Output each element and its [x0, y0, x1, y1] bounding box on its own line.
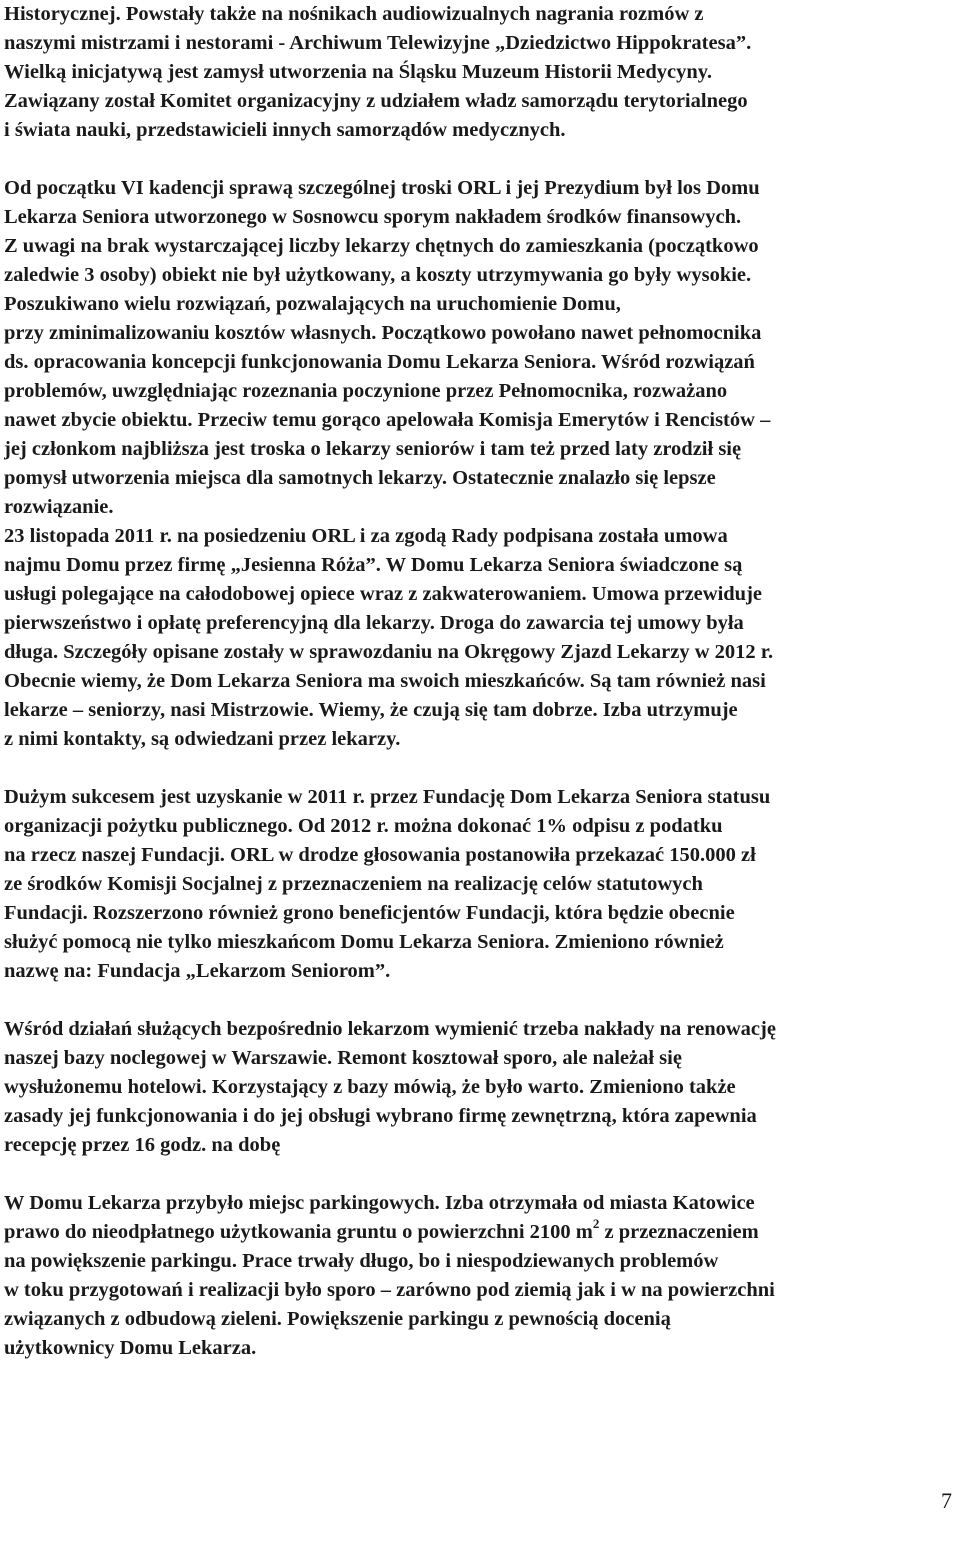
paragraph-gap — [4, 145, 956, 174]
text-line: Wśród działań służących bezpośrednio lekarzom wymienić trzeba nakłady na renowację — [4, 1018, 776, 1040]
text-line: i świata nauki, przedstawicieli innych samorządów medycznych. — [4, 119, 566, 141]
text-line: na powiększenie parkingu. Prace trwały długo, bo i niespodziewanych problemów — [4, 1250, 719, 1272]
text-line: usługi polegające na całodobowej opiece wraz z zakwaterowaniem. Umowa przewiduje — [4, 583, 763, 605]
text-line: służyć pomocą nie tylko mieszkańcom Domu Lekarza Seniora. Zmieniono również — [4, 931, 724, 953]
text-line: na rzecz naszej Fundacji. ORL w drodze głosowania postanowiła przekazać 150.000 zł — [4, 844, 756, 866]
text-line: naszej bazy noclegowej w Warszawie. Remont kosztował sporo, ale należał się — [4, 1047, 682, 1069]
superscript: 2 — [592, 1218, 600, 1232]
text-line: związanych z odbudową zieleni. Powiększenie parkingu z pewnością docenią — [4, 1308, 671, 1330]
text-line: Od początku VI kadencji sprawą szczególnej troski ORL i jej Prezydium był los Domu — [4, 177, 760, 199]
text-line: długa. Szczegóły opisane zostały w sprawozdaniu na Okręgowy Zjazd Lekarzy w 2012 r. — [4, 641, 774, 663]
paragraph-1 — [4, 0, 956, 145]
text-line: lekarze – seniorzy, nasi Mistrzowie. Wiemy, że czują się tam dobrze. Izba utrzymuje — [4, 699, 738, 721]
paragraph-gap — [4, 754, 956, 783]
text-line: ze środków Komisji Socjalnej z przeznaczeniem na realizację celów statutowych — [4, 873, 703, 895]
text-line: wysłużonemu hotelowi. Korzystający z bazy mówią, że było warto. Zmieniono także — [4, 1076, 736, 1098]
text-line: zaledwie 3 osoby) obiekt nie był użytkowany, a koszty utrzymywania go były wysokie. — [4, 264, 752, 286]
paragraph-gap — [4, 1160, 956, 1189]
text-line-with-superscript — [4, 1218, 956, 1247]
text-line: Dużym sukcesem jest uzyskanie w 2011 r. przez Fundację Dom Lekarza Seniora statusu — [4, 786, 771, 808]
text-line: naszymi mistrzami i nestorami - Archiwum Telewizyjne „Dziedzictwo Hippokratesa”. — [4, 32, 752, 54]
paragraph-3 — [4, 783, 956, 986]
text-line: pierwszeństwo i opłatę preferencyjną dla lekarzy. Droga do zawarcia tej umowy była — [4, 612, 744, 634]
text-fragment: prawo do nieodpłatnego użytkowania gruntu o powierzchni 2100 m — [4, 1221, 593, 1243]
text-line: Zawiązany został Komitet organizacyjny z udziałem władz samorządu terytorialnego — [4, 90, 748, 112]
text-line: Z uwagi na brak wystarczającej liczby lekarzy chętnych do zamieszkania (początkowo — [4, 235, 759, 257]
text-line: pomysł utworzenia miejsca dla samotnych lekarzy. Ostatecznie znalazło się lepsze — [4, 467, 716, 489]
text-line: Poszukiwano wielu rozwiązań, pozwalających na uruchomienie Domu, — [4, 293, 621, 315]
text-line: W Domu Lekarza przybyło miejsc parkingowych. Izba otrzymała od miasta Katowice — [4, 1192, 755, 1214]
text-line: zasady jej funkcjonowania i do jej obsługi wybrano firmę zewnętrzną, która zapewnia — [4, 1105, 757, 1127]
text-line: nazwę na: Fundacja „Lekarzom Seniorom”. — [4, 960, 391, 982]
text-line: Wielką inicjatywą jest zamysł utworzenia na Śląsku Muzeum Historii Medycyny. — [4, 61, 712, 83]
text-line: z nimi kontakty, są odwiedzani przez lekarzy. — [4, 728, 401, 750]
text-line: problemów, uwzględniając rozeznania poczynione przez Pełnomocnika, rozważano — [4, 380, 728, 402]
text-line: Historycznej. Powstały także na nośnikach audiowizualnych nagrania rozmów z — [4, 3, 704, 25]
text-fragment: z przeznaczeniem — [599, 1221, 759, 1243]
text-line: ds. opracowania koncepcji funkcjonowania Domu Lekarza Seniora. Wśród rozwiązań — [4, 351, 755, 373]
text-line: użytkownicy Domu Lekarza. — [4, 1337, 257, 1359]
text-line: nawet zbycie obiektu. Przeciw temu gorąco apelowała Komisja Emerytów i Rencistów – — [4, 409, 771, 431]
paragraph-gap — [4, 986, 956, 1015]
text-line: Fundacji. Rozszerzono również grono beneficjentów Fundacji, która będzie obecnie — [4, 902, 735, 924]
paragraph-5 — [4, 1189, 956, 1363]
text-line: jej członkom najbliższa jest troska o lekarzy seniorów i tam też przed laty zrodził się — [4, 438, 742, 460]
text-line: Obecnie wiemy, że Dom Lekarza Seniora ma swoich mieszkańców. Są tam również nasi — [4, 670, 766, 692]
paragraph-2 — [4, 174, 956, 754]
text-line: rozwiązanie. — [4, 496, 114, 518]
text-line: organizacji pożytku publicznego. Od 2012 r. można dokonać 1% odpisu z podatku — [4, 815, 723, 837]
text-line: 23 listopada 2011 r. na posiedzeniu ORL i za zgodą Rady podpisana została umowa — [4, 525, 728, 547]
paragraph-4 — [4, 1015, 956, 1160]
page-number: 7 — [941, 1488, 952, 1513]
text-line: przy zminimalizowaniu kosztów własnych. Początkowo powołano nawet pełnomocnika — [4, 322, 762, 344]
text-line: w toku przygotowań i realizacji było sporo – zarówno pod ziemią jak i w na powierzchni — [4, 1279, 775, 1301]
text-line: recepcję przez 16 godz. na dobę — [4, 1134, 281, 1156]
text-line: Lekarza Seniora utworzonego w Sosnowcu sporym nakładem środków finansowych. — [4, 206, 742, 228]
text-line: najmu Domu przez firmę „Jesienna Róża”. W Domu Lekarza Seniora świadczone są — [4, 554, 743, 576]
